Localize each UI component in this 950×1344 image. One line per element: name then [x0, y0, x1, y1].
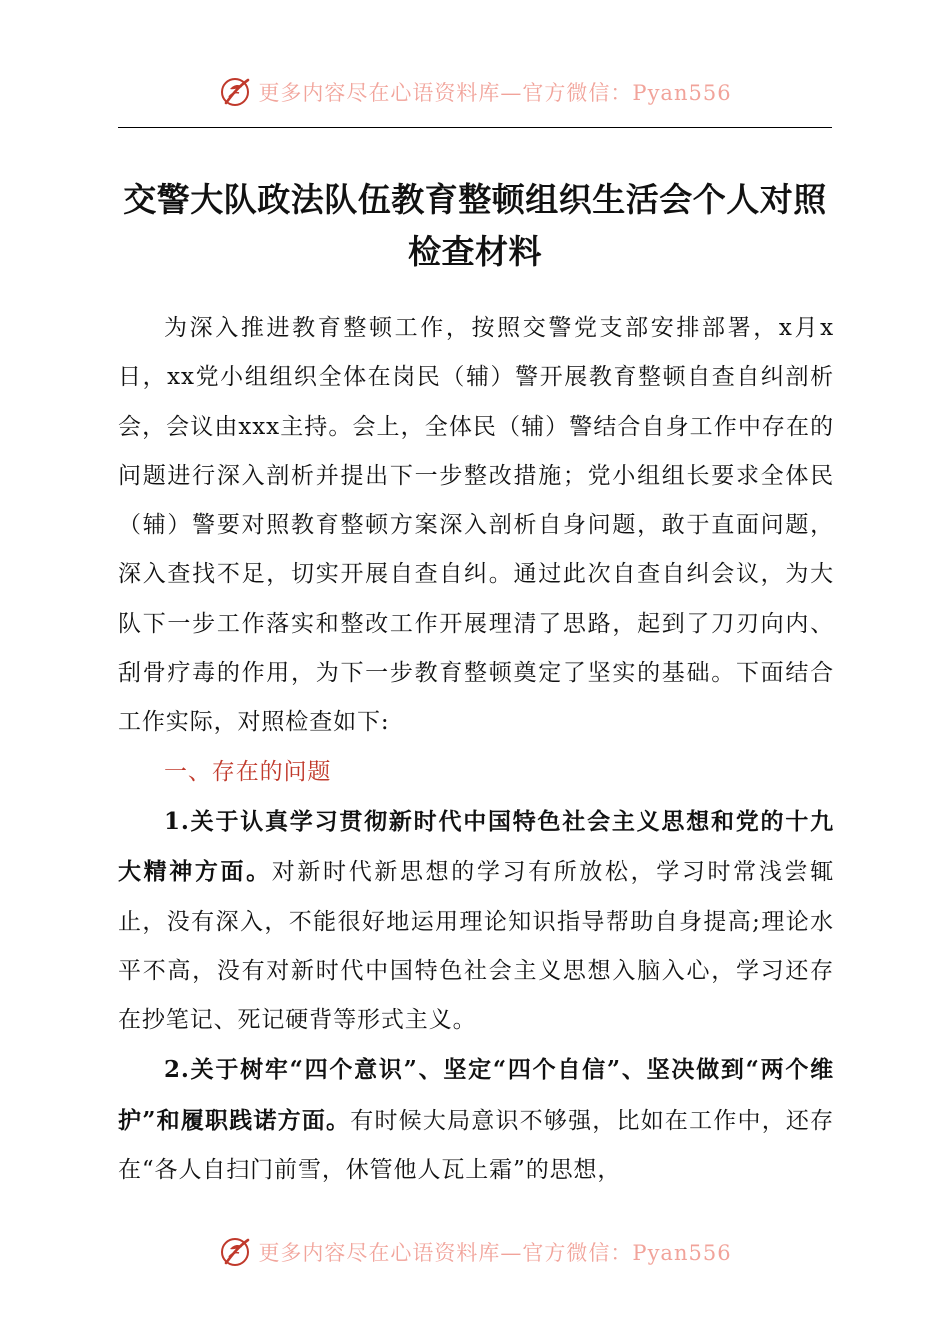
document-body	[118, 304, 834, 1195]
watermark-text: 更多内容尽在心语资料库—官方微信：Pyan556	[258, 81, 732, 105]
header-divider	[118, 127, 832, 128]
intro-paragraph: 为深入推进教育整顿工作，按照交警党支部安排部署，x月x日，xx党小组组织全体在岗民（辅）警开展教育整顿自查自纠剖析会，会议由xxx主持。会上，全体民（辅）警结合自身工作中存在的问题进行深入剖析并提出下一步整改措施；党小组组长要求全体民（辅）警要对照教育整顿方案深入剖析自身问题，敢于直面问题，深入查找不足，切实开展自查自纠。通过此次自查自纠会议，为大队下一步工作落实和整改工作开展理清了思路，起到了刀刃向内、刮骨疗毒的作用，为下一步教育整顿奠定了坚实的基础。下面结合工作实际，对照检查如下:	[118, 315, 834, 736]
document-title: 交警大队政法队伍教育整顿组织生活会个人对照检查材料	[123, 180, 827, 271]
pen-leaf-logo-icon	[218, 75, 252, 109]
pen-leaf-logo-icon	[218, 1235, 252, 1269]
item-1-lead: 1.关于认真学习贯彻新时代中国特色社会主义思想和党的十九大精神方面。	[118, 807, 834, 886]
item-2-body: 有时候大局意识不够强，比如在工作中，还存在“各人自扫门前雪，休管他人瓦上霜”的思想，	[118, 1107, 835, 1184]
section-heading-problems: 一、存在的问题	[164, 758, 332, 785]
item-2-lead: 2.关于树牢“四个意识”、坚定“四个自信”、坚决做到“两个维护”和履职践诺方面。	[118, 1056, 834, 1134]
item-1-body: 对新时代新思想的学习有所放松，学习时常浅尝辄止，没有深入，不能很好地运用理论知识指导帮助自身提高;理论水平不高，没有对新时代中国特色社会主义思想入脑入心，学习还存在抄笔记、死记硬背等形式主义。	[118, 859, 834, 1034]
header-watermark	[0, 70, 950, 114]
item-2-paragraph	[118, 1045, 834, 1195]
footer-watermark	[0, 1230, 950, 1274]
watermark-text: 更多内容尽在心语资料库—官方微信：Pyan556	[258, 1241, 732, 1265]
item-1-paragraph	[118, 797, 834, 1045]
